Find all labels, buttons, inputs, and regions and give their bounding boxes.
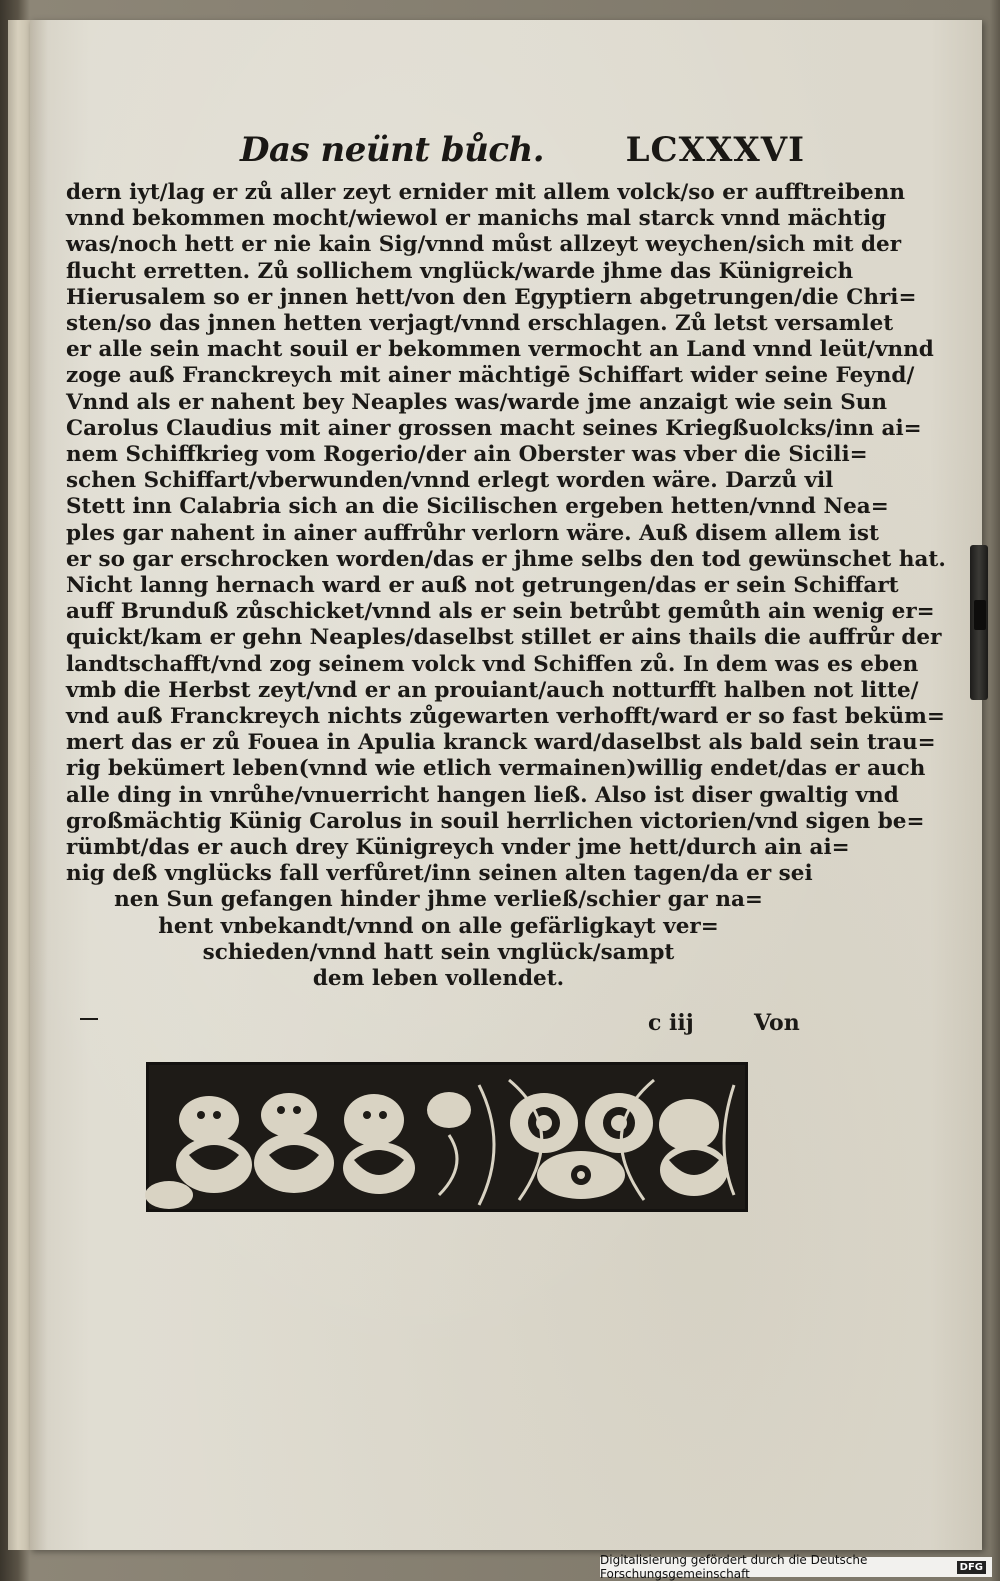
text-line: zoge auß Franckreych mit ainer mächtigē Schiffart wider seine Feynd/: [66, 363, 915, 389]
folio-number: LCXXXVI: [625, 130, 805, 170]
signature-mark: c iij: [648, 1010, 694, 1036]
text-line: landtschafft/vnd zog seinem volck vnd Schiffen zů. In dem was es eben: [66, 651, 919, 677]
text-line: ples gar nahent in ainer auffrůhr verlorn wäre. Auß disem allem ist: [66, 520, 879, 546]
text-line: Nicht lanng hernach ward er auß not getrungen/das er sein Schiffart: [66, 573, 899, 599]
text-line: mert das er zů Fouea in Apulia kranck ward/daselbst als bald sein trau=: [66, 730, 936, 756]
text-line: er so gar erschrocken worden/das er jhme selbs den tod gewünschet hat.: [66, 546, 946, 572]
text-line: Vnnd als er nahent bey Neaples was/warde jme anzaigt wie sein Sun: [66, 389, 888, 415]
body-text: [66, 180, 946, 861]
tail-line: nen Sun gefangen hinder jhme verließ/schier gar na=: [114, 887, 763, 913]
catchword: Von: [754, 1010, 800, 1036]
tail-line: schieden/vnnd hatt sein vnglück/sampt: [202, 939, 675, 965]
text-line: großmächtig Künig Carolus in souil herrlichen victorien/vnd sigen be=: [66, 808, 925, 834]
text-line: Carolus Claudius mit ainer grossen macht seines Kriegßuolcks/inn ai=: [66, 415, 922, 441]
text-line: flucht erretten. Zů sollichem vnglück/warde jhme das Künigreich: [66, 258, 854, 284]
footer-text: Digitalisierung gefördert durch die Deutsche Forschungsgemeinschaft: [600, 1553, 868, 1581]
text-line: er alle sein macht souil er bekommen vermocht an Land vnnd leüt/vnnd: [66, 337, 934, 363]
rule-mark: [80, 1018, 98, 1020]
text-line: Hierusalem so er jnnen hett/von den Egyptiern abgetrungen/die Chri=: [66, 284, 917, 310]
dfg-logo-icon: DFG: [957, 1561, 986, 1574]
text-line: schen Schiffart/vberwunden/vnnd erlegt worden wäre. Darzů vil: [66, 468, 834, 494]
tail-line: nig deß vnglücks fall verfůret/inn seinen alten tagen/da er sei: [66, 861, 813, 887]
running-title: Das neünt bůch.: [240, 130, 545, 170]
text-line: dern iyt/lag er zů aller zeyt ernider mit allem volck/so er aufftreibenn: [66, 180, 905, 205]
text-line: Stett inn Calabria sich an die Sicilischen ergeben hetten/vnnd Nea=: [66, 494, 889, 520]
digitization-footer: [600, 1553, 992, 1581]
text-line: rümbt/das er auch drey Künigreych vnder jme hett/durch ain ai=: [66, 835, 850, 861]
text-line: auff Brunduß zůschicket/vnnd als er sein betrůbt gemůth ain wenig er=: [66, 599, 935, 625]
text-line: was/noch hett er nie kain Sig/vnnd můst allzeyt weychen/sich mit der: [66, 232, 902, 258]
ornament-drawing: [149, 1065, 745, 1209]
text-line: vnd auß Franckreych nichts zůgewarten verhofft/ward er so fast beküm=: [66, 704, 945, 730]
text-line: vmb die Herbst zeyt/vnd er an prouiant/auch notturfft halben not litte/: [66, 677, 919, 703]
closing-text-funnel: [66, 861, 811, 992]
text-line: nem Schiffkrieg vom Rogerio/der ain Oberster was vber die Sicili=: [66, 442, 868, 468]
text-line: sten/so das jnnen hetten verjagt/vnnd erschlagen. Zů letst versamlet: [66, 311, 894, 337]
tail-line: hent vnbekandt/vnnd on alle gefärligkayt ver=: [158, 913, 719, 939]
tail-line: dem leben vollendet.: [312, 966, 565, 991]
text-line: alle ding in vnrůhe/vnuerricht hangen ließ. Also ist diser gwaltig vnd: [66, 782, 899, 808]
woodcut-ornament-icon: [146, 1062, 748, 1212]
text-line: quickt/kam er gehn Neaples/daselbst stillet er ains thails die auffrůr der: [66, 625, 942, 651]
page-clip-notch: [974, 600, 986, 630]
running-header: [240, 130, 805, 180]
text-line: vnnd bekommen mocht/wiewol er manichs mal starck vnnd mächtig: [66, 206, 887, 232]
text-line: rig bekümert leben(vnnd wie etlich vermainen)willig endet/das er auch: [66, 756, 926, 782]
